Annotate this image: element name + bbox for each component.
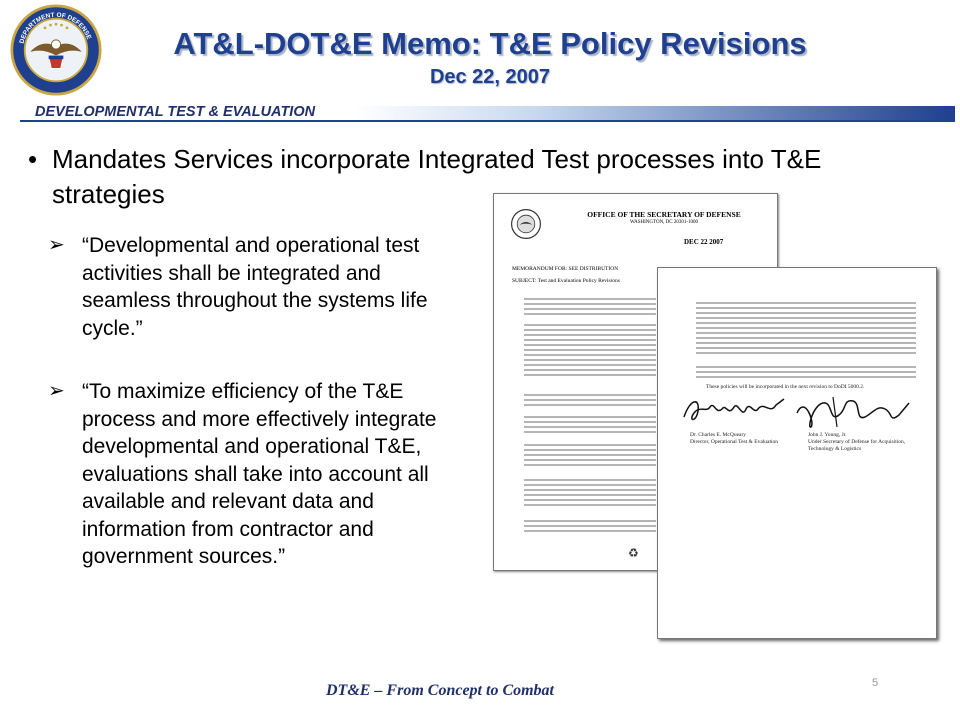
signer-2-title: Under Secretary of Defense for Acquisition, Technology & Logistics	[808, 439, 906, 452]
banner-divider-line	[20, 120, 955, 122]
memo-distribution-line: MEMORANDUM FOR: SEE DISTRIBUTION	[512, 266, 619, 272]
memo-paragraph-lines	[524, 416, 656, 436]
sub-bullet-1-text: “Developmental and operational test activities shall be integrated and seamless throughout the systems life cycle.”	[82, 234, 428, 340]
memo-paragraph-lines	[524, 479, 656, 509]
signer-2-block	[808, 432, 928, 453]
footer-tagline-text: DT&E – From Concept to Combat	[325, 682, 554, 699]
memo-date-stamp: DEC 22 2007	[684, 238, 724, 246]
arrow-bullet-icon: ➢	[48, 380, 65, 402]
memo-closing-line: These policies will be incorporated in the next revision to DoDI 5000.2.	[706, 384, 865, 390]
sub-bullet-1	[48, 232, 468, 342]
slide-subtitle-date: Dec 22, 2007	[429, 66, 551, 88]
svg-text:DEPARTMENT OF DEFENSE: DEPARTMENT OF DEFENSE	[18, 11, 93, 45]
memo-paragraph-lines	[524, 520, 656, 535]
memo-address: WASHINGTON, DC 20301-1000	[629, 220, 699, 225]
signer-2-name: John J. Young, Jr.	[808, 432, 847, 438]
bullet-dot-icon: •	[28, 144, 38, 174]
banner-label: DEVELOPMENTAL TEST & EVALUATION	[35, 104, 316, 120]
footer-tagline	[0, 682, 960, 700]
signature-mcqueary	[680, 393, 790, 431]
sub-bullet-2	[48, 378, 468, 571]
signer-1-name: Dr. Charles E. McQueary	[690, 432, 747, 438]
signer-1-title: Director, Operational Test & Evaluation	[690, 439, 779, 445]
memo-paragraph-lines	[524, 324, 656, 379]
memo-page-2-image	[657, 267, 937, 639]
memo-paragraph-lines	[524, 444, 656, 469]
main-bullet-text: Mandates Services incorporate Integrated Test processes into T&E strategies	[52, 144, 822, 209]
slide-title: AT&L-DOT&E Memo: T&E Policy Revisions	[173, 26, 807, 61]
sub-bullet-2-text: “To maximize efficiency of the T&E process and more effectively integrate developmental and operational T&E, evaluations shall take into account all available and relevant data and information from contractor and government sources.”	[82, 380, 437, 568]
signer-1-block	[690, 432, 800, 446]
arrow-bullet-icon: ➢	[48, 234, 65, 256]
memo-paragraph-lines	[524, 394, 656, 409]
osd-seal-icon	[510, 208, 542, 240]
banner-gradient-bar	[355, 106, 955, 120]
memo-paragraph-lines	[524, 298, 656, 318]
page-number: 5	[872, 677, 879, 689]
signature-young	[793, 393, 913, 431]
department-of-defense-seal-icon	[10, 4, 102, 96]
memo-office-heading: OFFICE OF THE SECRETARY OF DEFENSE	[587, 210, 741, 219]
memo-paragraph-lines	[696, 366, 916, 381]
memo-paragraph-lines	[696, 302, 916, 357]
recycle-icon: ♻	[628, 546, 639, 560]
memo-subject-line: SUBJECT: Test and Evaluation Policy Revisions	[512, 278, 620, 284]
